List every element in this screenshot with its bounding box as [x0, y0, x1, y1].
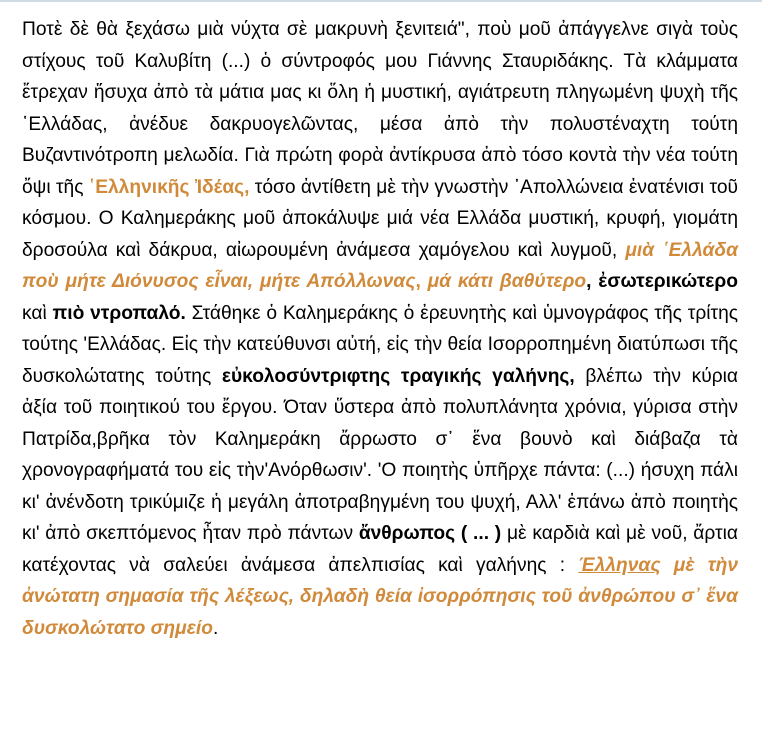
bold-ellipsis: ( ... ): [460, 523, 502, 544]
highlight-greece-neither: μιὰ ῾Ελλάδα ποὺ μήτε Διόνυσος εἶναι, μήτε Απόλλωνας: [22, 239, 738, 292]
text-segment: τόσο ἀντίθετη μὲ τὴν γνωστὴν ᾿Απολλώνεια ἐνατένισι τοῦ κόσμου. Ο Καλημεράκης μοῦ ἀποκάλυψε μιά νέα Ελλάδα μυστική, κρυφή, γιομάτη δροσούλα καὶ δάκρυα, αἰωρουμένη ἀνάμεσα χαμόγελου καὶ λυγμοῦ,: [22, 176, 738, 261]
highlight-hellenic-idea: ῾Ελληνικῆς Ἰδέας,: [88, 176, 250, 198]
paragraph: [22, 14, 738, 644]
text-segment-period: .: [212, 617, 219, 639]
highlight-comma: ,: [415, 271, 428, 292]
text-segment: καὶ: [22, 302, 53, 324]
highlight-greek: Έλληνας: [578, 554, 661, 576]
highlight-something-deeper: μά κάτι βαθύτερο: [427, 271, 587, 292]
text-segment: Ποτὲ δὲ θὰ ξεχάσω μιὰ νύχτα σὲ μακρυνὴ ξενιτειά", ποὺ μοῦ ἀπάγγελνε σιγὰ τοὺς στίχους τοῦ Καλυβίτη (...) ὁ σύντροφός μου Γιάννης Σταυριδάκης. Τὰ κλάμματα ἔτρεχαν ἥσυχα ἀπὸ τὰ μάτια μας κι ὅλη ἡ μυστική, αγιάτρευτη πληγωμένη ψυχὴ τῆς ῾Ελλάδας, ἀνέδυε δακρυογελῶντας, μέσα ἀπὸ τὴν πολυστέναχτη τούτη Βυζαντινότροπη μελωδία. Γιὰ πρώτη φορὰ ἀντίκρυσα ἀπὸ τόσο κοντὰ τὴν νέα τούτη ὄψι τῆς: [22, 19, 738, 198]
text-segment: Στάθηκε ὁ Καλημεράκης ὁ ἐρευνητὴς καὶ ὑμνογράφος τῆς τρίτης τούτης 'Ελλάδας. Εἰς τὴν κατεύθυνσι αὐτή, εἰς τὴν θεία Ισορροπημένη διατύπωσι τῆς δυσκολώτατης τούτης: [22, 302, 738, 387]
bold-more-inward: ἐσωτερικώτερο: [598, 271, 738, 292]
bold-more-bashful: πιὸ ντροπαλό.: [52, 302, 186, 324]
bold-human: ἄνθρωπος: [358, 523, 456, 544]
text-segment: βλέπω τὴν κύρια ἀξία τοῦ ποιητικού του ἔργου. Όταν ὕστερα ἀπὸ πολυπλάνητα χρόνια, γύρισα στὴν Πατρίδα,βρῆκα τὸν Καλημεράκη ἄρρωστο σ᾿ ἕνα βουνὸ καὶ διάβαζα τὰ χρονογραφήματά του εἰς τὴν'Ανόρθωσιν'. 'Ο ποιητὴς ὑπῆρχε πάντα: (...) ήσυχη πάλι κι' ἀνένδοτη τρικύμιζε ἡ μεγάλη ἀποτραβηγμένη του ψυχή, Αλλ' ἐπάνω ἀπὸ ποιητὴς κι' ἀπὸ σκεπτόμενος ἦταν πρὸ πάντων: [22, 365, 738, 544]
text-segment-comma: ,: [586, 271, 599, 292]
text-segment: μὲ καρδιὰ καὶ μὲ νοῦ, ἄρτια κατέχοντας νὰ σαλεύει ἀνάμεσα ἀπελπισίας καὶ γαλήνης :: [22, 523, 738, 576]
bold-tragic-serenity: εὐκολοσύντριφτης τραγικής γαλήνης,: [221, 365, 575, 387]
highlight-divine-balance: μὲ τὴν ἀνώτατη σημασία τῆς λέξεως, δηλαδὴ θεία ἰσορρόπησις τοῦ ἀνθρώπου σ᾿ ἕνα δυσκολώτατο σημείο: [22, 554, 738, 639]
document-body: [22, 14, 738, 644]
